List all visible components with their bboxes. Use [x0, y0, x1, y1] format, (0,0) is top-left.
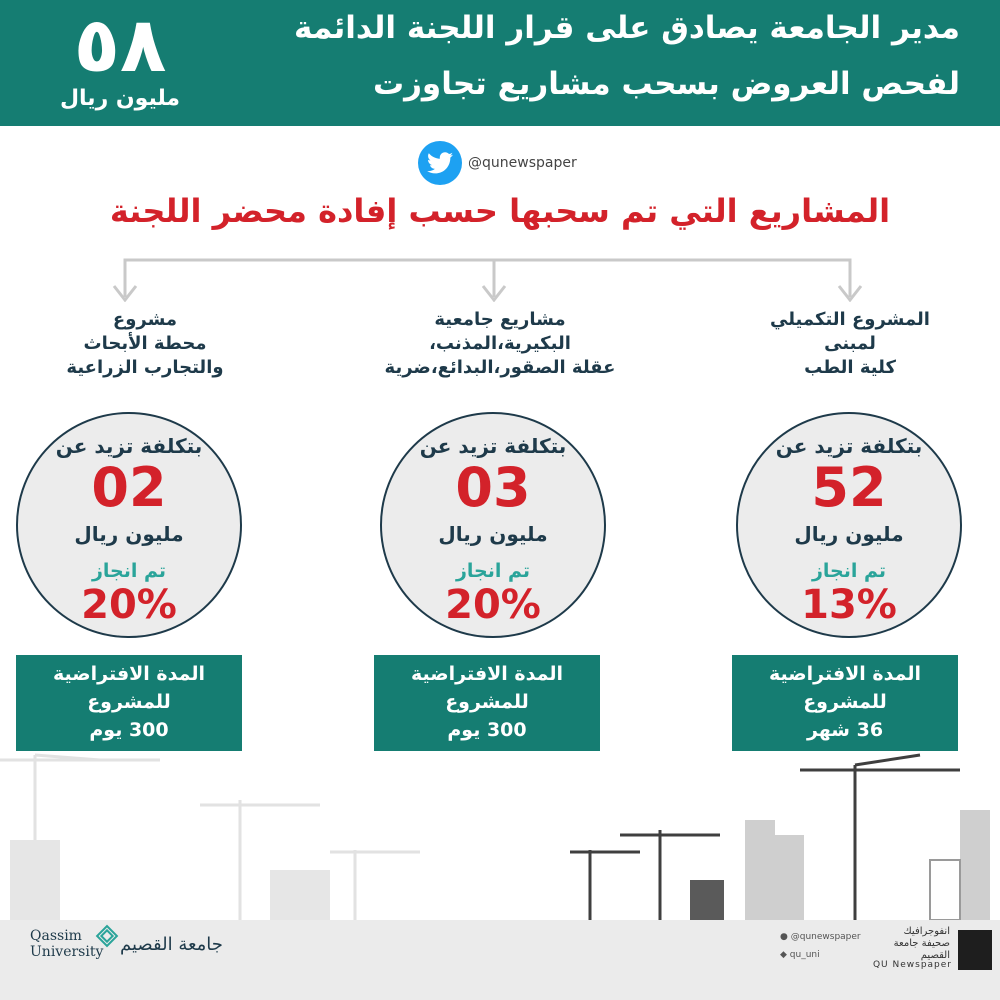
duration-box	[16, 655, 242, 751]
construction-skyline-illustration	[0, 740, 1000, 930]
cost-unit: مليون ريال	[438, 522, 548, 546]
university-name-ar: جامعة القصيم	[120, 934, 223, 955]
newspaper-info	[870, 926, 950, 962]
header-total-amount: ٥٨	[73, 0, 167, 89]
twitter-bird-icon	[418, 141, 462, 185]
project-name-line: والتجارب الزراعية	[66, 357, 224, 378]
footer-snapchat-handle[interactable]	[780, 950, 820, 960]
duration-label: للمشروع	[803, 691, 887, 713]
infographic-label: انفوجرافيك	[903, 926, 950, 937]
footer	[0, 920, 1000, 1000]
duration-value: 36 شهر	[806, 719, 884, 741]
snapchat-icon: ◆	[780, 950, 787, 960]
newspaper-name-en: QU Newspaper	[872, 960, 952, 970]
cost-label: بتكلفة تزيد عن	[775, 434, 923, 458]
footer-twitter-text: @qunewspaper	[790, 932, 861, 942]
cost-value: 52	[811, 456, 887, 519]
connector-arrows	[0, 252, 1000, 302]
duration-label: المدة الافتراضية	[52, 663, 206, 685]
cost-label: بتكلفة تزيد عن	[55, 434, 203, 458]
project-name-line: لمبنى	[824, 333, 876, 354]
project-name-line: عقلة الصقور،البدائع،ضرية	[384, 357, 616, 378]
duration-box	[732, 655, 958, 751]
completion-label: تم انجاز	[811, 560, 887, 582]
project-name-line: مشاريع جامعية	[434, 309, 566, 330]
footer-twitter-handle[interactable]	[780, 932, 861, 942]
university-name-en-line: Qassim	[30, 928, 82, 944]
project-stats-circle	[16, 412, 242, 638]
project-name-line: البكيرية،المذنب،	[429, 333, 571, 354]
duration-box	[374, 655, 600, 751]
newspaper-name-ar: صحيفة جامعة القصيم	[893, 938, 950, 961]
header-total-unit: مليون ريال	[59, 86, 181, 111]
duration-label: للمشروع	[87, 691, 171, 713]
completion-label: تم انجاز	[91, 560, 167, 582]
twitter-handle-badge[interactable]	[418, 140, 577, 186]
university-name-en-line: University	[30, 944, 104, 960]
cost-unit: مليون ريال	[74, 522, 184, 546]
project-stats-circle	[736, 412, 962, 638]
duration-value: 300 يوم	[447, 719, 527, 741]
duration-label: المدة الافتراضية	[410, 663, 564, 685]
completion-percent: 20%	[445, 582, 541, 628]
header-title-line-1: مدير الجامعة يصادق على قرار اللجنة الدائمة	[294, 10, 960, 46]
project-stats-circle	[380, 412, 606, 638]
header-title-line-2: لفحص العروض بسحب مشاريع تجاوزت	[372, 66, 960, 102]
project-name-line: كلية الطب	[804, 357, 896, 378]
footer-snapchat-text: qu_uni	[789, 950, 820, 960]
cost-value: 03	[455, 456, 531, 519]
cost-label: بتكلفة تزيد عن	[419, 434, 567, 458]
project-name-line: المشروع التكميلي	[770, 309, 930, 330]
project-name-medicine-college	[725, 308, 975, 408]
university-logo-icon	[95, 924, 119, 948]
university-name-en	[30, 928, 103, 960]
cost-value: 02	[91, 456, 167, 519]
project-name-research-station	[20, 308, 270, 408]
main-title: المشاريع التي تم سحبها حسب إفادة محضر اللجنة	[109, 192, 891, 230]
project-name-line: محطة الأبحاث	[83, 333, 207, 354]
header-banner	[0, 0, 1000, 126]
duration-value: 300 يوم	[89, 719, 169, 741]
project-name-line: مشروع	[112, 309, 178, 330]
duration-label: للمشروع	[445, 691, 529, 713]
twitter-icon: ●	[780, 932, 788, 942]
completion-percent: 20%	[81, 582, 177, 628]
completion-percent: 13%	[801, 582, 897, 628]
duration-label: المدة الافتراضية	[768, 663, 922, 685]
twitter-handle-text: @qunewspaper	[468, 155, 577, 171]
project-name-university-projects	[375, 308, 625, 408]
completion-label: تم انجاز	[455, 560, 531, 582]
newspaper-logo-icon	[958, 930, 992, 970]
cost-unit: مليون ريال	[794, 522, 904, 546]
